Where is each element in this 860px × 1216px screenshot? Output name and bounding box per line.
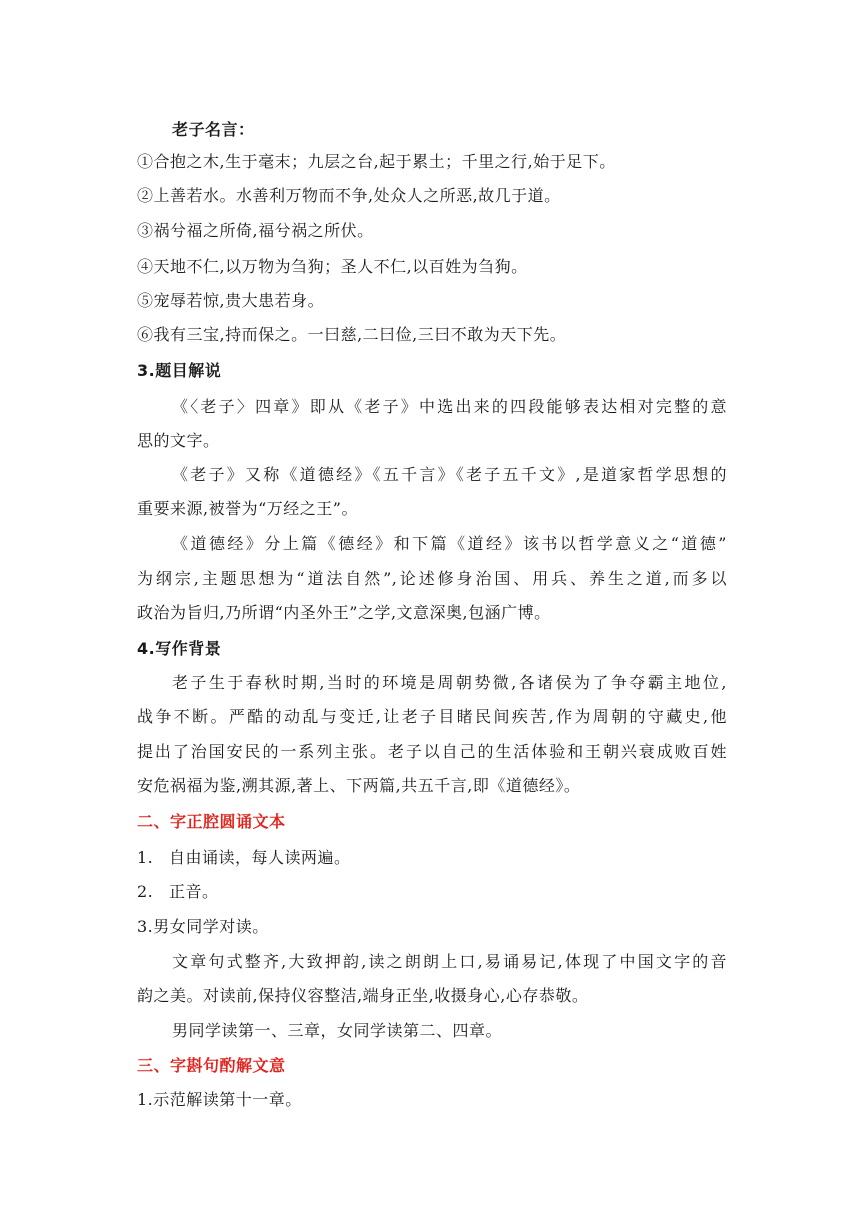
paragraph-line: 提出了治国安民的一系列主张。老子以自己的生活体验和王朝兴衰成败百姓	[137, 742, 727, 761]
paragraph-line: 思的文字。	[137, 431, 220, 450]
paragraph-line: 老子生于春秋时期,当时的环境是周朝势微,各诸侯为了争夺霸主地位,	[172, 673, 727, 692]
list-item-text: 正音。	[169, 882, 219, 901]
section-heading-title-explanation: 3.题目解说	[137, 361, 222, 380]
paragraph-line: 文章句式整齐,大致押韵,读之朗朗上口,易诵易记,体现了中国文字的音	[172, 952, 727, 971]
list-item	[137, 882, 727, 902]
quote-item-3: ③祸兮福之所倚,福兮祸之所伏。	[137, 221, 374, 240]
paragraph-line: 《老子》又称《道德经》《五千言》《老子五千文》,是道家哲学思想的	[172, 465, 727, 484]
list-item-number: 2.	[137, 882, 154, 901]
part-heading-interpretation: 三、字斟句酌解文意	[137, 1056, 286, 1075]
quote-item-5: ⑤宠辱若惊,贵大患若身。	[137, 291, 325, 310]
quote-item-6: ⑥我有三宝,持而保之。一曰慈,二曰俭,三曰不敢为天下先。	[137, 325, 567, 344]
paragraph-line: 为纲宗,主题思想为“道法自然”,论述修身治国、用兵、养生之道,而多以	[137, 569, 727, 588]
quote-item-4: ④天地不仁,以万物为刍狗；圣人不仁,以百姓为刍狗。	[137, 257, 528, 276]
section-heading-writing-background: 4.写作背景	[137, 639, 222, 658]
paragraph-line: 韵之美。对读前,保持仪容整洁,端身正坐,收摄身心,心存恭敬。	[137, 986, 589, 1005]
quote-item-1: ①合抱之木,生于毫末；九层之台,起于累土；千里之行,始于足下。	[137, 152, 616, 171]
quotes-title: 老子名言：	[172, 120, 255, 139]
paragraph-line: 政治为旨归,乃所谓“内圣外王”之学,文意深奥,包涵广博。	[137, 603, 551, 622]
paragraph-line: 安危祸福为鉴,溯其源,著上、下两篇,共五千言,即《道德经》。	[137, 776, 581, 795]
part-heading-recitation: 二、字正腔圆诵文本	[137, 812, 286, 831]
paragraph-line: 男同学读第一、三章，女同学读第二、四章。	[172, 1021, 503, 1040]
list-item-text: 自由诵读，每人读两遍。	[169, 848, 351, 867]
quote-item-2: ②上善若水。水善利万物而不争,处众人之所恶,故几于道。	[137, 186, 561, 205]
paragraph-line: 重要来源,被誉为“万经之王”。	[137, 499, 358, 518]
paragraph-line: 战争不断。严酷的动乱与变迁,让老子目睹民间疾苦,作为周朝的守藏史,他	[137, 707, 727, 726]
list-item	[137, 848, 727, 868]
list-item: 1.示范解读第十一章。	[137, 1090, 302, 1109]
paragraph-line: 《〈老子〉四章》即从《老子》中选出来的四段能够表达相对完整的意	[172, 397, 727, 416]
paragraph-line: 《道德经》分上篇《德经》和下篇《道经》该书以哲学意义之“道德”	[172, 534, 727, 553]
list-item: 3.男女同学对读。	[137, 917, 269, 936]
list-item-number: 1.	[137, 848, 154, 867]
